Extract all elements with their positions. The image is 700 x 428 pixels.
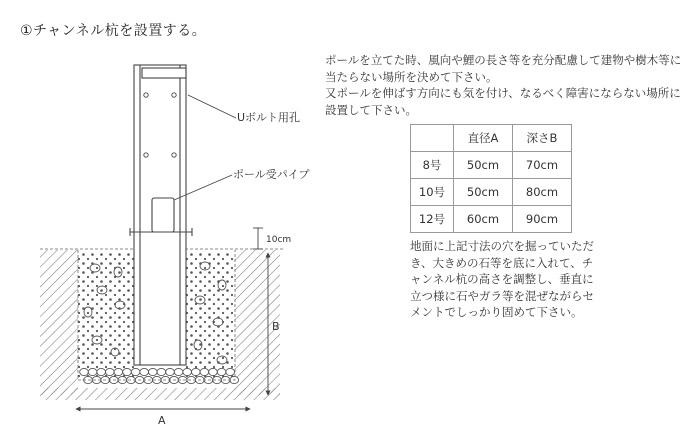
stone	[97, 368, 106, 375]
stone	[192, 368, 201, 375]
stone	[217, 368, 226, 375]
stone	[200, 368, 209, 375]
table-cell: 50cm	[454, 179, 513, 206]
table-cell: 10号	[411, 179, 454, 206]
stone	[157, 368, 166, 375]
table-cell: 8号	[411, 152, 454, 179]
stone	[183, 368, 192, 375]
table-cell: 12号	[411, 206, 454, 233]
dim-b-label: B	[272, 320, 280, 333]
table-header: 直径A	[454, 125, 513, 152]
table-row	[411, 179, 572, 206]
stone	[131, 368, 140, 375]
table-row	[411, 152, 572, 179]
table-cell: 70cm	[513, 152, 572, 179]
stone	[80, 368, 89, 375]
pole-pipe-label: ポール受パイプ	[233, 168, 310, 181]
stone	[174, 368, 183, 375]
stone	[166, 368, 175, 375]
table-header: 深さB	[513, 125, 572, 152]
stone	[88, 368, 97, 375]
table-cell: 60cm	[454, 206, 513, 233]
dim-a-label: A	[158, 414, 166, 427]
step-title: ①チャンネル杭を設置する。	[20, 23, 207, 39]
u-bolt-hole-label: Uボルト用孔	[237, 111, 301, 124]
intro-text: ポールを立てた時、風向や鯉の長さ等を充分配慮して建物や樹木等に当たらない場所を決めて下さい。 又ポールを伸ばす方向にも気を付け、なるべく障害にならない場所に設置して下さい。	[325, 53, 682, 117]
method-text: 地面に上記寸法の穴を掘っていただき、大きめの石等を底に入れて、チャンネル杭の高さを調整し、垂直に立つ様に石やガラ等を混ぜながらセメントでしっかり固めて下さい。	[410, 239, 594, 319]
table-header-row	[411, 125, 572, 152]
table-cell: 80cm	[513, 179, 572, 206]
table-cell: 50cm	[454, 152, 513, 179]
stone	[140, 368, 149, 375]
table-header	[411, 125, 454, 152]
stone	[149, 368, 158, 375]
stone	[123, 368, 132, 375]
depth-10cm-label: 10cm	[266, 235, 292, 245]
stone	[106, 368, 115, 375]
table-cell: 90cm	[513, 206, 572, 233]
size-table	[410, 124, 572, 233]
stone	[226, 368, 235, 375]
dim-10cm	[253, 228, 263, 249]
stone	[209, 368, 218, 375]
table-row	[411, 206, 572, 233]
stone	[114, 368, 123, 375]
